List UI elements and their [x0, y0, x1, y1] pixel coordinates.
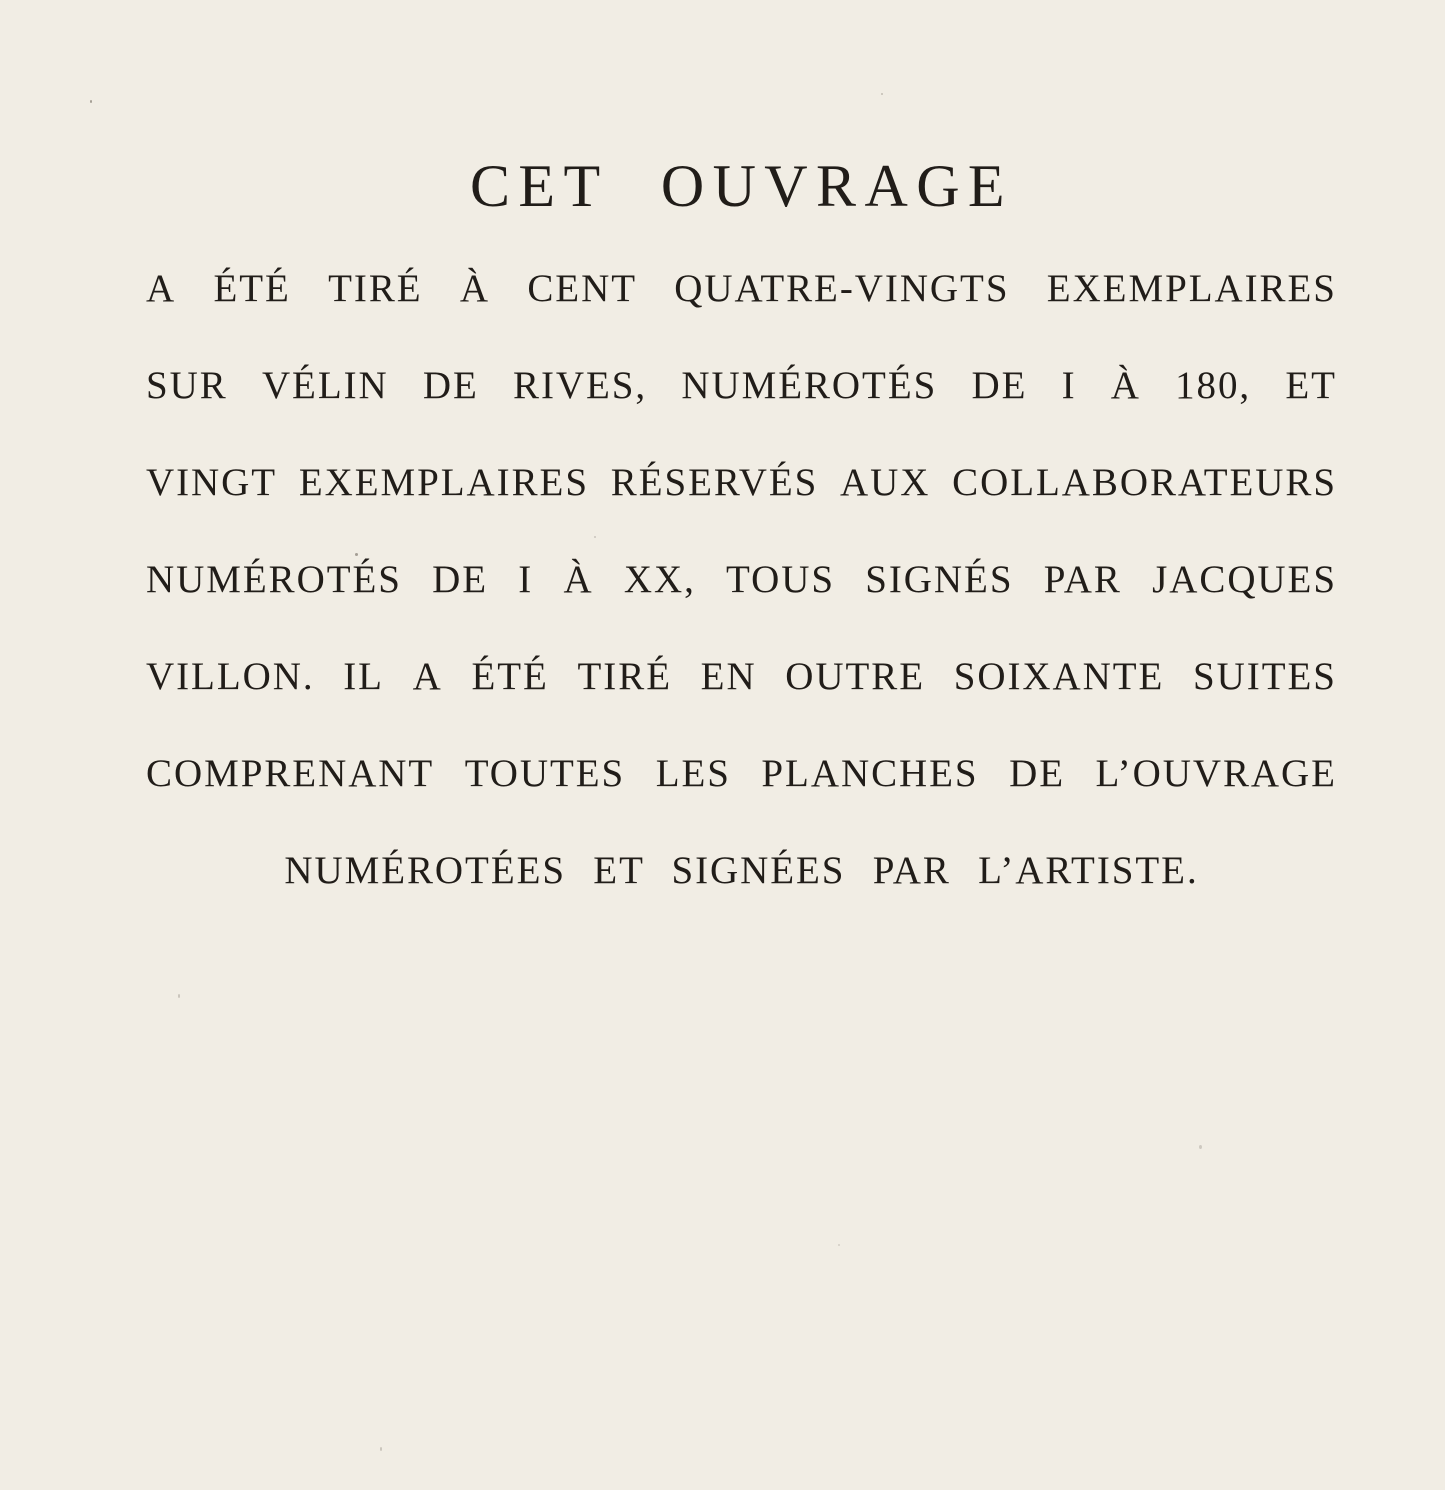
colophon-line [146, 628, 1337, 725]
colophon-word: TOUTES [464, 752, 626, 795]
colophon-word: OUTRE [785, 655, 926, 698]
colophon-word: AUX [840, 461, 931, 504]
colophon-line [146, 240, 1337, 337]
colophon-word: RIVES, [512, 364, 648, 407]
colophon-word: DE [422, 364, 479, 407]
paper-speck [1199, 1145, 1202, 1149]
colophon-word: L’OUVRAGE [1095, 752, 1337, 795]
colophon-word: TOUS [726, 558, 835, 601]
colophon-line: NUMÉROTÉES ET SIGNÉES PAR L’ARTISTE. [284, 849, 1199, 892]
colophon-word: VINGT [146, 461, 278, 504]
colophon-word: A [412, 655, 443, 698]
colophon-word: ÉTÉ [471, 655, 549, 698]
colophon-word: VÉLIN [261, 364, 389, 407]
colophon-line [146, 725, 1337, 822]
colophon-line [146, 434, 1337, 531]
colophon-word: XX, [623, 558, 696, 601]
colophon-word: À [459, 267, 491, 310]
page-title: CET OUVRAGE [470, 153, 1013, 219]
colophon-word: COLLABORATEURS [952, 461, 1337, 504]
colophon-word: VILLON. [146, 655, 315, 698]
colophon-word: À [1110, 364, 1141, 407]
paper-speck [380, 1447, 382, 1451]
colophon-word: SOIXANTE [953, 655, 1165, 698]
paper-speck [178, 994, 180, 998]
colophon-word: PLANCHES [761, 752, 979, 795]
colophon-word: TIRÉ [577, 655, 672, 698]
colophon-word: EN [700, 655, 757, 698]
colophon-word: DE [432, 558, 489, 601]
colophon-word: DE [971, 364, 1028, 407]
paper-speck [90, 100, 92, 103]
colophon-line [146, 337, 1337, 434]
colophon-word: À [563, 558, 594, 601]
colophon-word: EXEMPLAIRES [298, 461, 589, 504]
colophon-word: I [518, 558, 534, 601]
colophon-word: QUATRE-VINGTS [674, 267, 1010, 310]
colophon-text [146, 240, 1337, 919]
paper-speck [594, 536, 596, 538]
colophon-word: DE [1009, 752, 1065, 795]
colophon-word: A [146, 267, 177, 310]
paper-speck [355, 553, 358, 556]
colophon-word: I [1061, 364, 1077, 407]
paper-speck [881, 93, 883, 95]
colophon-line [146, 531, 1337, 628]
colophon-word: NUMÉROTÉS [681, 364, 938, 407]
colophon-word: SIGNÉS [865, 558, 1014, 601]
colophon-word: TIRÉ [328, 267, 423, 310]
colophon-word: LES [655, 752, 731, 795]
colophon-word: IL [343, 655, 384, 698]
colophon-word: SUR [146, 364, 228, 407]
colophon-word: CENT [527, 267, 637, 310]
colophon-word: JACQUES [1152, 558, 1337, 601]
colophon-word: SUITES [1193, 655, 1337, 698]
colophon-word: RÉSERVÉS [610, 461, 819, 504]
colophon-word: EXEMPLAIRES [1046, 267, 1337, 310]
colophon-word: NUMÉROTÉS [146, 558, 402, 601]
colophon-word: 180, [1175, 364, 1252, 407]
colophon-word: ÉTÉ [213, 267, 291, 310]
colophon-word: ET [1285, 364, 1337, 407]
colophon-word: COMPRENANT [146, 752, 435, 795]
colophon-word: PAR [1043, 558, 1122, 601]
paper-speck [838, 1244, 840, 1246]
